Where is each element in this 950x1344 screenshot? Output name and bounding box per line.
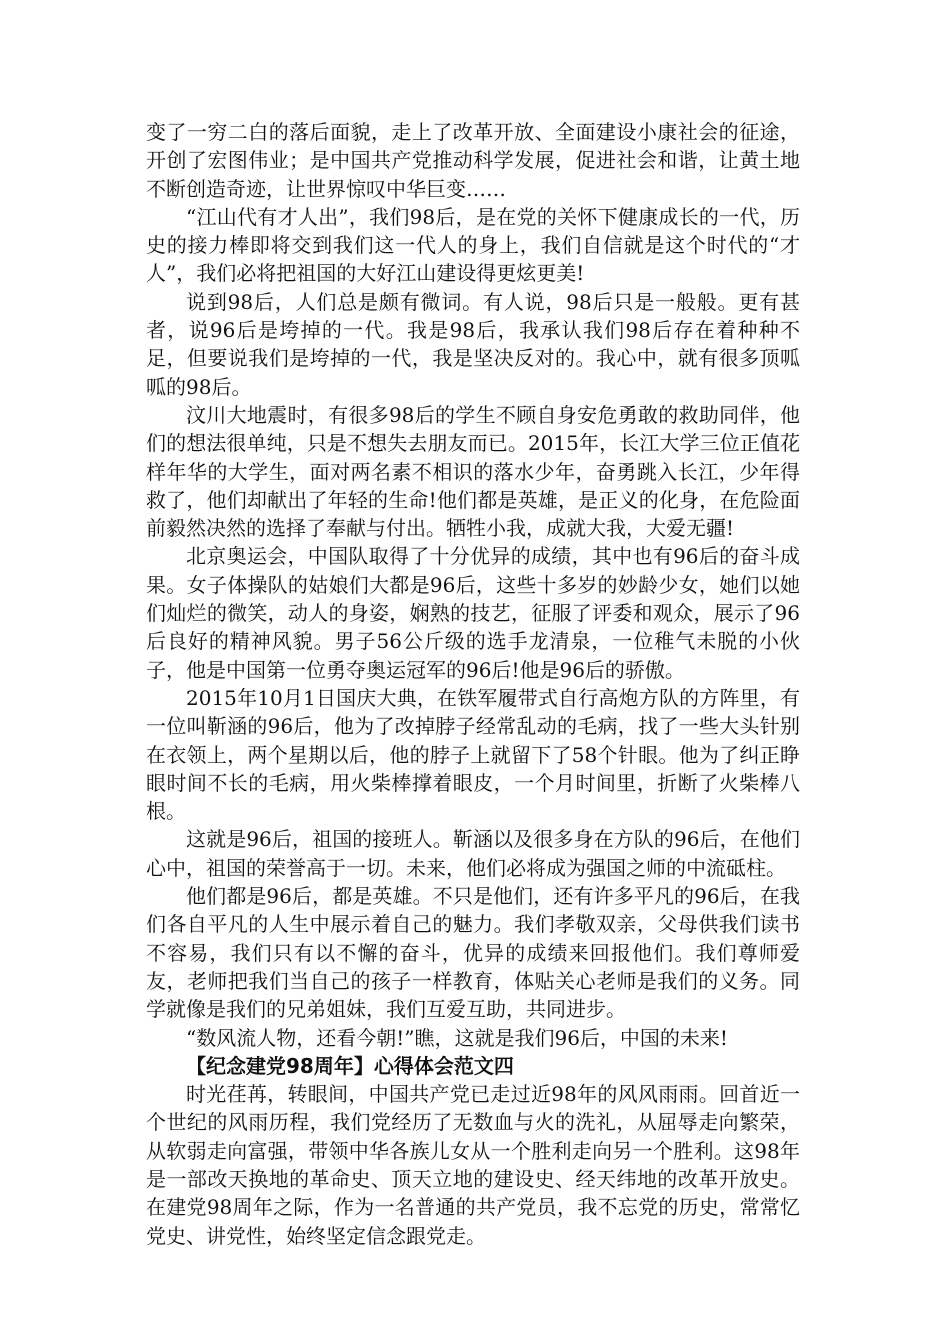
paragraph-continued: 变了一穷二白的落后面貌，走上了改革开放、全面建设小康社会的征途，开创了宏图伟业；是中国共产党推动科学发展，促进社会和谐，让黄土地不断创造奇迹，让世界惊叹中华巨变…… — [146, 120, 800, 201]
paragraph: “数风流人物，还看今朝!”瞧，这就是我们96后，中国的未来! — [186, 1025, 728, 1050]
document-body — [146, 118, 800, 1250]
paragraph: 北京奥运会，中国队取得了十分优异的成绩，其中也有96后的奋斗成果。女子体操队的姑娘们大都是96后，这些十多岁的妙龄少女，她们以她们灿烂的微笑，动人的身姿，娴熟的技艺，征服了评委和观众，展示了96后良好的精神风貌。男子56公斤级的选手龙清泉，一位稚气未脱的小伙子，他是中国第一位勇夺奥运冠军的96后!他是96后的骄傲。 — [146, 544, 800, 682]
paragraph: 2015年10月1日国庆大典，在铁军履带式自行高炮方队的方阵里，有一位叫靳涵的96后，他为了改掉脖子经常乱动的毛病，找了一些大头针别在衣领上，两个星期以后，他的脖子上就留下了58个针眼。他为了纠正睁眼时间不长的毛病，用火柴棒撑着眼皮，一个月时间里，折断了火柴棒八根。 — [146, 685, 800, 824]
section-heading: 【纪念建党98周年】心得体会范文四 — [186, 1053, 514, 1078]
paragraph: 汶川大地震时，有很多98后的学生不顾自身安危勇敢的救助同伴，他们的想法很单纯，只是不想失去朋友而已。2015年，长江大学三位正值花样年华的大学生，面对两名素不相识的落水少年，奋勇跳入长江，少年得救了，他们却献出了年轻的生命!他们都是英雄，是正义的化身，在危险面前毅然决然的选择了奉献与付出。牺牲小我，成就大我，大爱无疆! — [146, 402, 800, 541]
paragraph: 时光荏苒，转眼间，中国共产党已走过近98年的风风雨雨。回首近一个世纪的风雨历程，我们党经历了无数血与火的洗礼，从屈辱走向繁荣，从软弱走向富强，带领中华各族儿女从一个胜利走向另一个胜利。这98年是一部改天换地的革命史、顶天立地的建设史、经天纬地的改革开放史。在建党98周年之际，作为一名普通的共产党员，我不忘党的历史，常常忆党史、讲党性，始终坚定信念跟党走。 — [146, 1082, 800, 1248]
paragraph: 说到98后，人们总是颇有微词。有人说，98后只是一般般。更有甚者，说96后是垮掉的一代。我是98后，我承认我们98后存在着种种不足，但要说我们是垮掉的一代，我是坚决反对的。我心中，就有很多顶呱呱的98后。 — [146, 289, 800, 399]
paragraph: “江山代有才人出”，我们98后，是在党的关怀下健康成长的一代，历史的接力棒即将交到我们这一代人的身上，我们自信就是这个时代的“才人”，我们必将把祖国的大好江山建设得更炫更美! — [146, 204, 800, 286]
paragraph: 他们都是96后，都是英雄。不只是他们，还有许多平凡的96后，在我们各自平凡的人生中展示着自己的魅力。我们孝敬双亲，父母供我们读书不容易，我们只有以不懈的奋斗，优异的成绩来回报他们。我们尊师爱友，老师把我们当自己的孩子一样教育，体贴关心老师是我们的义务。同学就像是我们的兄弟姐妹，我们互爱互助，共同进步。 — [146, 884, 800, 1022]
paragraph: 这就是96后，祖国的接班人。靳涵以及很多身在方队的96后，在他们心中，祖国的荣誉高于一切。未来，他们必将成为强国之师的中流砥柱。 — [146, 827, 800, 880]
